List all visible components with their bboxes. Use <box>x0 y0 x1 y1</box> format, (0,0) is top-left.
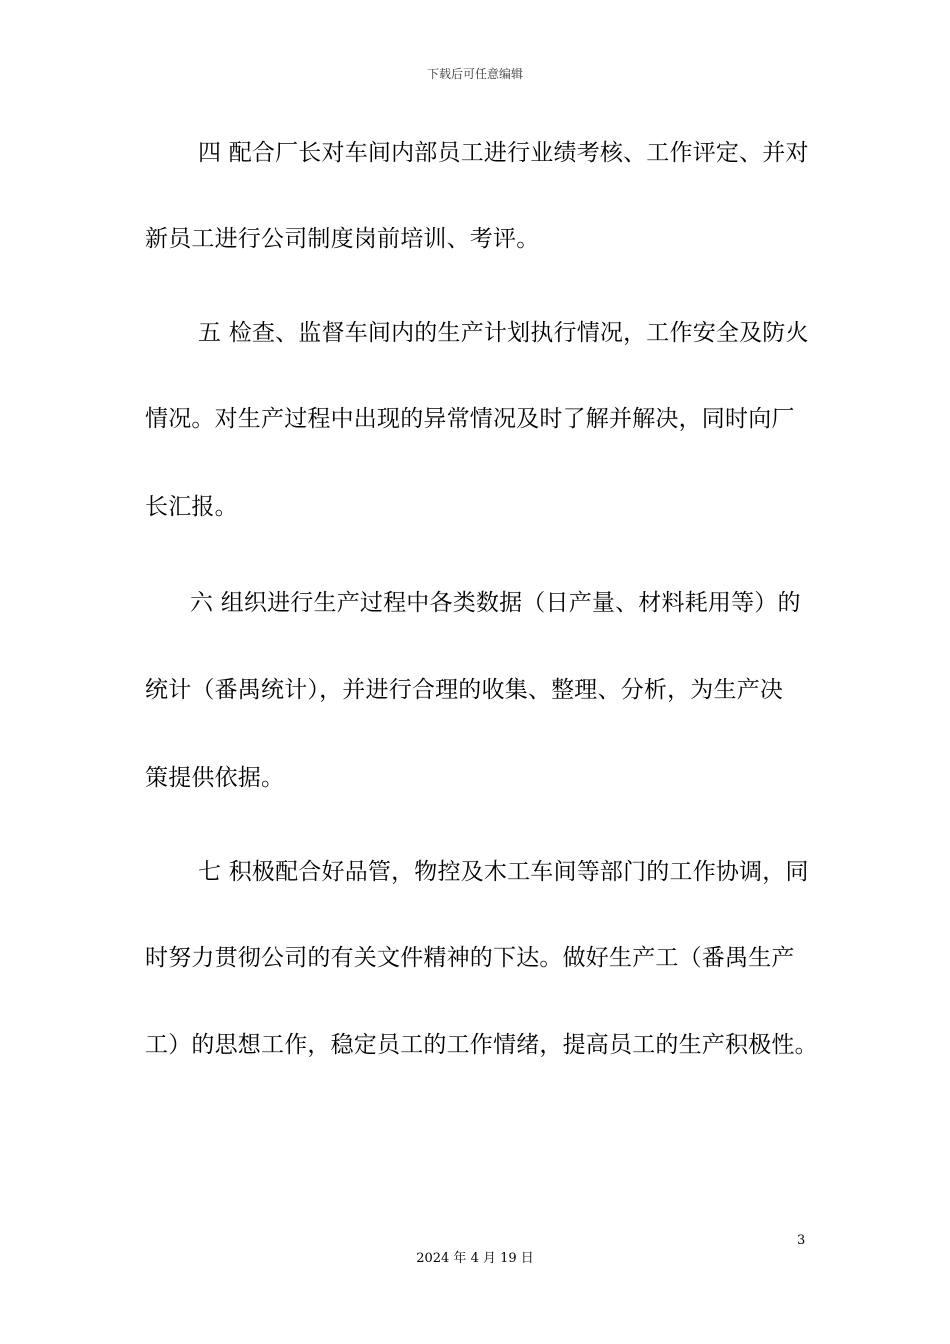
paragraph-5-line-1: 五 检查、监督车间内的生产计划执行情况，工作安全及防火 <box>198 320 809 346</box>
paragraph-5-line-3: 长汇报。 <box>145 494 238 520</box>
paragraph-6-line-2: 统计（番禺统计），并进行合理的收集、整理、分析，为生产决 <box>145 677 784 703</box>
paragraph-6-line-3: 策提供依据。 <box>145 765 285 791</box>
footer-date: 2024 年 4 月 19 日 <box>416 1251 534 1266</box>
paragraph-7-line-3: 工）的思想工作，稳定员工的工作情绪，提高员工的生产积极性。 <box>145 1032 818 1058</box>
paragraph-5-line-2: 情况。对生产过程中出现的异常情况及时了解并解决，同时向厂 <box>145 406 795 432</box>
paragraph-4-line-2: 新员工进行公司制度岗前培训、考评。 <box>145 226 540 252</box>
paragraph-7-line-1: 七 积极配合好品管，物控及木工车间等部门的工作协调，同 <box>198 859 809 885</box>
paragraph-4-line-1: 四 配合厂长对车间内部员工进行业绩考核、工作评定、并对 <box>198 140 809 166</box>
page-header: 下载后可任意编辑 <box>426 67 523 81</box>
page-number: 3 <box>797 1233 806 1248</box>
paragraph-6-line-1: 六 组织进行生产过程中各类数据（日产量、材料耗用等）的 <box>190 590 801 616</box>
paragraph-7-line-2: 时努力贯彻公司的有关文件精神的下达。做好生产工（番禺生产 <box>145 945 795 971</box>
